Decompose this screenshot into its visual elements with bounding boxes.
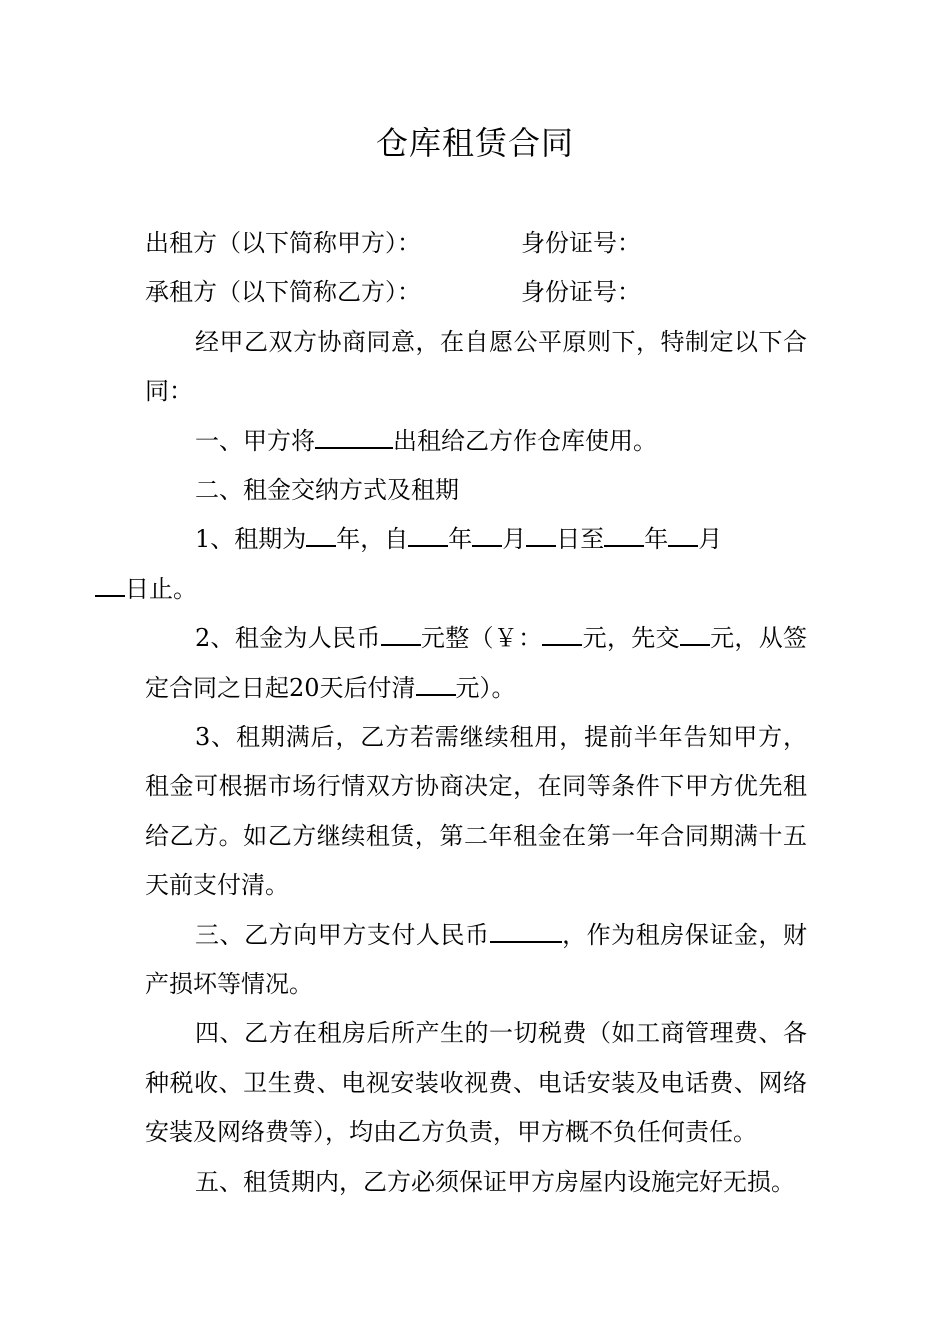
clause-2-heading: 二、租金交纳方式及租期 bbox=[195, 476, 459, 504]
blank-prepay bbox=[680, 623, 710, 646]
rent-paragraph bbox=[145, 614, 807, 713]
blank-deposit bbox=[490, 920, 562, 943]
blank-balance bbox=[416, 673, 456, 696]
clause-4: 四、乙方在租房后所产生的一切税费（如工商管理费、各种税收、卫生费、电视安装收视费、电话安装及电话费、网络安装及网络费等），均由乙方负责，甲方概不负任何责任。 bbox=[145, 1019, 807, 1147]
page-title: 仓库租赁合同 bbox=[375, 124, 574, 162]
blank-premises bbox=[315, 426, 393, 449]
term-text-4: 月 bbox=[502, 525, 527, 554]
blank-years bbox=[306, 524, 336, 547]
lessee-row bbox=[145, 268, 807, 317]
term-text-5: 日至 bbox=[556, 525, 605, 554]
term-text-2: 年，自 bbox=[336, 525, 409, 554]
lessor-id-label: 身份证号： bbox=[521, 229, 641, 257]
clause-1 bbox=[145, 417, 807, 466]
term-text-6: 年 bbox=[644, 525, 669, 554]
intro-paragraph: 经甲乙双方协商同意，在自愿公平原则下，特制定以下合同： bbox=[145, 327, 807, 406]
rent-text-5: 元）。 bbox=[455, 673, 516, 702]
blank-rent-words bbox=[381, 623, 421, 646]
clause-1-post: 出租给乙方作仓库使用。 bbox=[393, 426, 657, 455]
blank-end-month bbox=[668, 524, 698, 547]
blank-end-day bbox=[95, 574, 125, 597]
lessor-row bbox=[145, 219, 807, 268]
blank-start-day bbox=[526, 524, 556, 547]
blank-end-year bbox=[604, 524, 644, 547]
clause-3-post: ，作为租房保证金，财产损坏等情况。 bbox=[145, 920, 808, 999]
lessor-label: 出租方（以下简称甲方）： bbox=[145, 229, 421, 257]
term-text-7: 月 bbox=[698, 525, 723, 554]
lessee-id-label: 身份证号： bbox=[521, 278, 641, 307]
blank-start-year bbox=[408, 524, 448, 547]
term-text-3: 年 bbox=[448, 525, 473, 554]
clause-3 bbox=[145, 911, 807, 1010]
rent-text-1: 2、租金为人民币 bbox=[195, 624, 381, 653]
clause-3-pre: 三、乙方向甲方支付人民币 bbox=[195, 920, 490, 949]
blank-rent-number bbox=[542, 623, 582, 646]
blank-start-month bbox=[472, 524, 502, 547]
lessee-label: 承租方（以下简称乙方）： bbox=[145, 278, 421, 307]
rent-text-2: 元整（￥： bbox=[420, 624, 543, 653]
rent-text-4: 元，从签定合同之日起20天后付清 bbox=[145, 624, 808, 702]
contract-body bbox=[125, 219, 808, 1207]
renewal-paragraph: 3、租期满后，乙方若需继续租用，提前半年告知甲方，租金可根据市场行情双方协商决定，在同等条件下甲方优先租给乙方。如乙方继续租赁，第二年租金在第一年合同期满十五天前支付清。 bbox=[145, 723, 807, 900]
rent-text-3: 元，先交 bbox=[582, 624, 680, 653]
clause-5: 五、租赁期内，乙方必须保证甲方房屋内设施完好无损。 bbox=[195, 1167, 795, 1196]
term-line bbox=[125, 515, 807, 614]
clause-1-pre: 一、甲方将 bbox=[195, 426, 315, 455]
term-text-1: 1、租期为 bbox=[195, 525, 307, 554]
term-text-8: 日止。 bbox=[125, 574, 197, 603]
